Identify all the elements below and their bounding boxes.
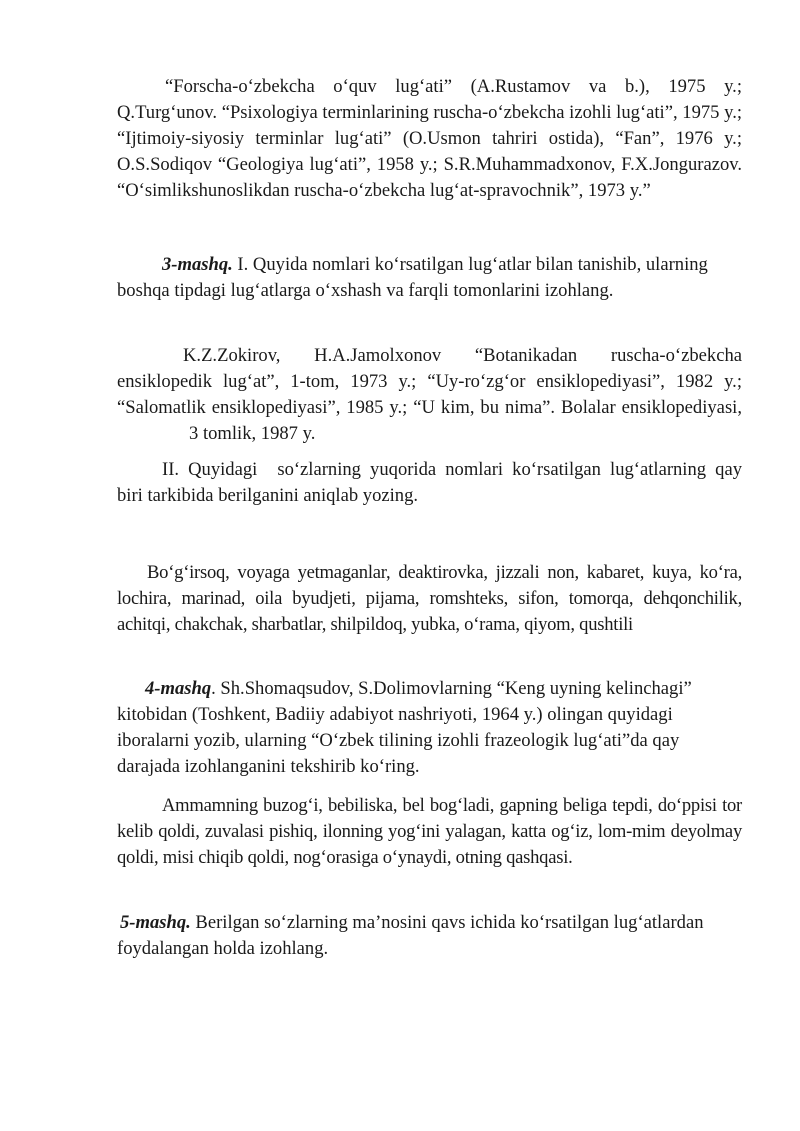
encyclopedia-refs: K.Z.Zokirov, H.A.Jamolxonov “Botanikadan ruscha-o‘zbekcha ensiklopedik lug‘at”, 1-tom, 1973 y.; “Uy-ro‘zg‘or ensiklopediyasi”, 1982 y.; “Salomatlik ensiklopediyasi”, 1985 y.; “U kim, bu nima”. Bolalar ensiklopediyasi,	[117, 345, 742, 418]
exercise-4-text: . Sh.Shomaqsudov, S.Dolimovlarning “Keng uyning kelinchagi” kitobidan (Toshkent, Badiiy adabiyot nashriyoti, 1964 y.) olingan quyidagi iboralarni yozib, ularning “O‘zbek tilining izohli frazeologik lug‘ati”da qay darajada izohlanganini tekshirib ko‘ring.	[117, 678, 692, 777]
exercise-5-label: 5-mashq.	[120, 912, 191, 933]
task-2-lead: II. Quyidagi	[162, 459, 258, 480]
encyclopedia-list	[117, 343, 742, 447]
exercise-5-text: Berilgan so‘zlarning ma’nosini qavs ichida ko‘rsatilgan lug‘atlardan foydalangan holda izohlang.	[117, 912, 704, 959]
exercise-3-label: 3-mashq.	[162, 254, 233, 275]
exercise-4-task	[117, 676, 717, 780]
exercise-3-task-1	[117, 252, 732, 304]
encyclopedia-volume: 3 tomlik, 1987 y.	[189, 423, 316, 444]
phrase-list: Ammamning buzog‘i, bebiliska, bel bog‘ladi, gapning beliga tepdi, do‘ppisi tor kelib qoldi, zuvalasi pishiq, ilonning yog‘ini yalagan, katta og‘iz, lom-mim deyolmay qoldi, misi chiqib qoldi, nog‘orasiga o‘ynaydi, otning qashqasi.	[117, 795, 742, 868]
references-paragraph: “Forscha-o‘zbekcha o‘quv lug‘ati” (A.Rustamov va b.), 1975 y.; Q.Turg‘unov. “Psixologiya terminlarining ruscha-o‘zbekcha izohli lug‘ati”, 1975 y.; “Ijtimoiy-siyosiy terminlar lug‘ati” (O.Usmon tahriri ostida), “Fan”, 1976 y.; O.S.Sodiqov “Geologiya lug‘ati”, 1958 y.; S.R.Muhammadxonov, F.X.Jongurazov. “O‘simlikshunoslikdan ruscha-o‘zbekcha lug‘at-spravochnik”, 1973 y.”	[117, 76, 743, 201]
exercise-3-task-2	[117, 457, 742, 509]
task-2-text: so‘zlarning yuqorida nomlari ko‘rsatilgan lug‘atlarning qay biri tarkibida berilganini aniqlab yozing.	[117, 459, 742, 506]
exercise-3-task-1-text: I. Quyida nomlari ko‘rsatilgan lug‘atlar bilan tanishib, ularning boshqa tipdagi lug‘atlarga o‘xshash va farqli tomonlarini izohlang.	[117, 254, 708, 301]
word-list: Bo‘g‘irsoq, voyaga yetmaganlar, deaktirovka, jizzali non, kabaret, kuya, ko‘ra, lochira, marinad, oila byudjeti, pijama, romshteks, sifon, tomorqa, dehqonchilik, achitqi, chakchak, sharbatlar, shilpildoq, yubka, o‘rama, qiyom, qushtili	[117, 562, 742, 635]
exercise-5-task	[117, 910, 717, 962]
exercise-4-label: 4-mashq	[145, 678, 212, 699]
